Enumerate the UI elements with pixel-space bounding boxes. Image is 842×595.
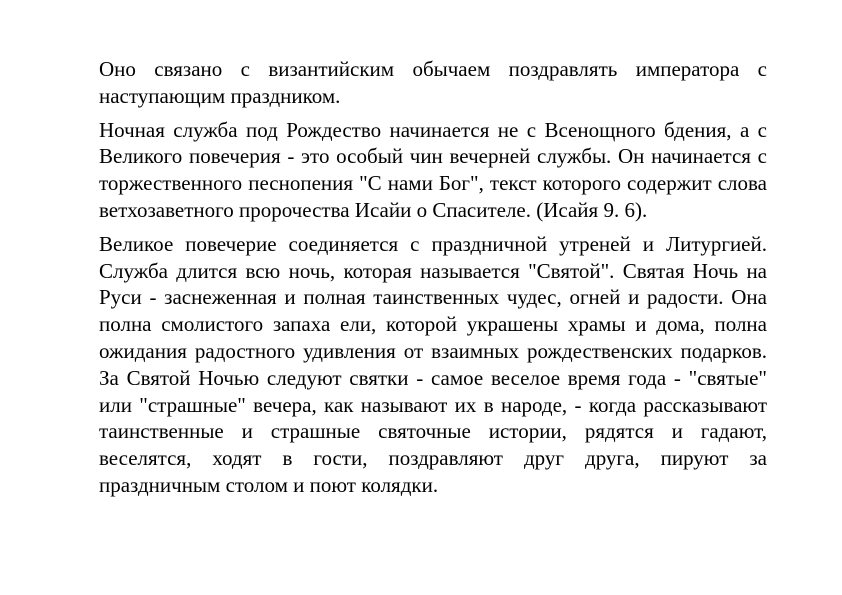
paragraph-3: Великое повечерие соединяется с праздничной утреней и Литургией. Служба длится всю ночь, которая называется "Святой". Святая Ночь на Руси - заснеженная и полная таинственных чудес, огней и радости. Она полна смолистого запаха ели, которой украшены храмы и дома, полна ожидания радостного удивления от взаимных рождественских подарков. За Святой Ночью следуют святки - самое веселое время года - "святые" или "страшные" вечера, как называют их в народе, - когда рассказывают таинственные и страшные святочные истории, рядятся и гадают, веселятся, ходят в гости, поздравляют друг друга, пируют за праздничным столом и поют колядки.	[99, 231, 767, 497]
paragraph-2: Ночная служба под Рождество начинается не с Всенощного бдения, а с Великого повечерия - это особый чин вечерней службы. Он начинается с торжественного песнопения "С нами Бог", текст которого содержит слова ветхозаветного пророчества Исайи о Спасителе. (Исайя 9. 6).	[99, 117, 767, 222]
body-text	[99, 56, 767, 499]
paragraph-1: Оно связано с византийским обычаем поздравлять императора с наступающим праздником.	[99, 57, 767, 108]
